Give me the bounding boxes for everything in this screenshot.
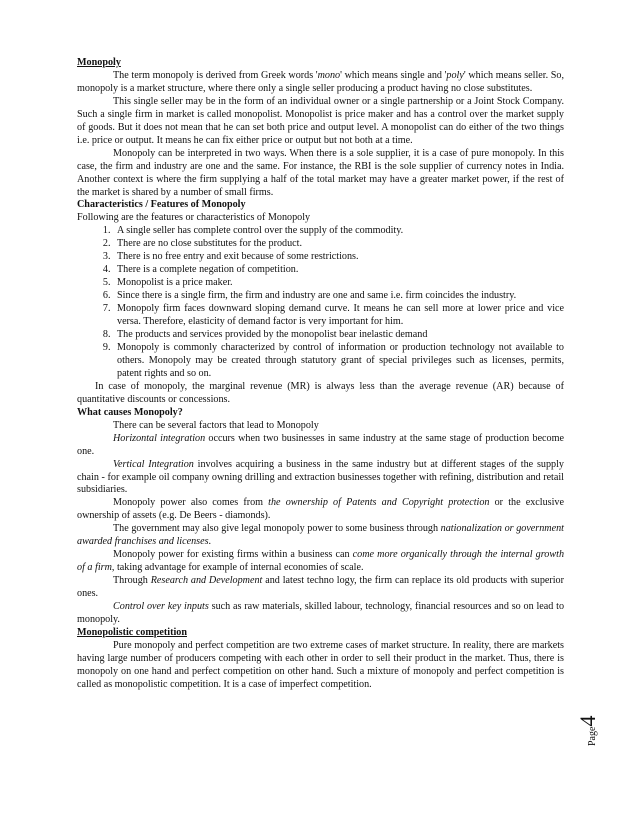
text-run: Monopoly power also comes from	[113, 497, 269, 509]
text-run: ' which means single and '	[340, 69, 447, 81]
term-key-inputs: Control over key inputs	[113, 601, 209, 613]
term-nationalization: nationalization or government awarded franchises and licenses	[77, 523, 564, 548]
characteristics-intro: Following are the features or characteristics of Monopoly	[77, 212, 311, 224]
heading-characteristics: Characteristics / Features of Monopoly	[77, 199, 246, 211]
paragraph-organic-growth	[77, 549, 564, 575]
paragraph-horizontal-integration	[77, 433, 564, 459]
paragraph-single-seller: This single seller may be in the form of an individual owner or a single partnership or a Joint Stock Company. Such a single firm in market is called monopolist. Monopolist is price maker and has a control over the market supply of goods. But it does not mean that he can set both price and output level. A monopolist can do either of the two things i.e. price or output. It means he can fix either price or output but not both at a time.	[77, 95, 564, 146]
causes-intro: There can be several factors that lead to Monopoly	[113, 419, 319, 431]
paragraph-vertical-integration	[77, 459, 564, 498]
page-number-rotated	[575, 715, 600, 746]
characteristics-list	[77, 225, 564, 380]
text-run: The government may also give legal monopoly power to some business through	[113, 523, 441, 535]
document-body	[77, 57, 564, 692]
paragraph-key-inputs	[77, 601, 564, 627]
term-mono: mono	[317, 69, 341, 81]
paragraph-marginal-revenue: In case of monopoly, the marginal revenue (MR) is always less than the average revenue (AR) because of quantitative discounts or concessions.	[77, 380, 564, 405]
text-run: Monopoly power for existing firms within a business can	[113, 549, 353, 561]
text-run: , taking advantage for example of internal economies of scale.	[111, 562, 364, 574]
list-item: 6. Since there is a single firm, the firm and industry are one and same i.e. firm coincides the industry.	[113, 290, 564, 303]
paragraph-government	[77, 523, 564, 549]
list-item: 2. There are no close substitutes for the product.	[113, 238, 564, 251]
paragraph-patents	[77, 497, 564, 523]
list-item: 4. There is a complete negation of competition.	[113, 264, 564, 277]
text-run: occurs when two businesses in same industry at the same stage of production become one.	[77, 432, 564, 457]
text-run: Through	[113, 575, 151, 587]
paragraph-monopoly-definition	[77, 70, 564, 96]
page-number-value: 4	[575, 715, 600, 727]
paragraph-monopolistic-competition: Pure monopoly and perfect competition are two extreme cases of market structure. In reality, there are markets having large number of producers competing with each other in order to sell their product in the market. Thus, there is monopoly on one hand and perfect competition on other hand. Such a mixture of monopoly and perfect competition is called as monopolistic competition. It is a case of imperfect competition.	[77, 639, 564, 690]
list-item: 3. There is no free entry and exit because of some restrictions.	[113, 251, 564, 264]
heading-monopoly: Monopoly	[77, 57, 121, 68]
list-item: 7. Monopoly firm faces downward sloping demand curve. It means he can sell more at lower price and vice versa. Therefore, elasticity of demand factor is very important for him.	[113, 303, 564, 329]
text-run: such as raw materials, skilled labour, technology, financial resources and so on lead to monopoly.	[77, 601, 565, 625]
term-horizontal-integration: Horizontal integration	[113, 432, 206, 444]
term-patents: the ownership of Patents and Copyright protection	[268, 497, 490, 509]
list-item: 1. A single seller has complete control over the supply of the commodity.	[113, 225, 564, 238]
term-poly: poly	[446, 69, 464, 81]
heading-monopolistic-competition: Monopolistic competition	[77, 626, 187, 638]
text-run: or the exclusive ownership of assets (e.g. De Beers - diamonds).	[77, 497, 564, 522]
list-item: 9. Monopoly is commonly characterized by control of information or production technology not available to others. Monopoly may be created through statutory grant of special privileges such as licenses, permits, patent rights and so on.	[113, 342, 564, 381]
text-run: ' which means seller. So, monopoly is a market structure, where there only a single seller producing a product having no close substitutes.	[77, 69, 564, 94]
term-vertical-integration: Vertical Integration	[113, 458, 194, 470]
text-run: involves acquiring a business in the same industry but at different stages of the supply chain - for example oil company owning drilling and extraction businesses together with refining, distribution and retail subsidiaries.	[77, 458, 564, 496]
page-number	[575, 686, 638, 746]
paragraph-interpretation: Monopoly can be interpreted in two ways. When there is a sole supplier, it is a case of pure monopoly. In this case, the firm and industry are one and the same. For instance, the RBI is the sole supplier of currency notes in India. Another context is where the firm supplying a half of the total market may have a greater market power, if the rest of the market is shared by a number of small firms.	[77, 147, 564, 198]
list-item: 5. Monopolist is a price maker.	[113, 277, 564, 290]
heading-causes: What causes Monopoly?	[77, 406, 183, 418]
text-run: and latest techno logy, the firm can replace its old products with superior ones.	[77, 575, 564, 600]
text-run: The term monopoly is derived from Greek words '	[113, 69, 318, 81]
list-item: 8. The products and services provided by the monopolist bear inelastic demand	[113, 329, 564, 342]
paragraph-research	[77, 575, 564, 601]
page-label: Page	[587, 726, 598, 746]
term-organic-growth: come more organically through the internal growth of a firm	[77, 549, 565, 574]
text-run: .	[208, 536, 212, 548]
term-research-development: Research and Development	[150, 575, 263, 587]
